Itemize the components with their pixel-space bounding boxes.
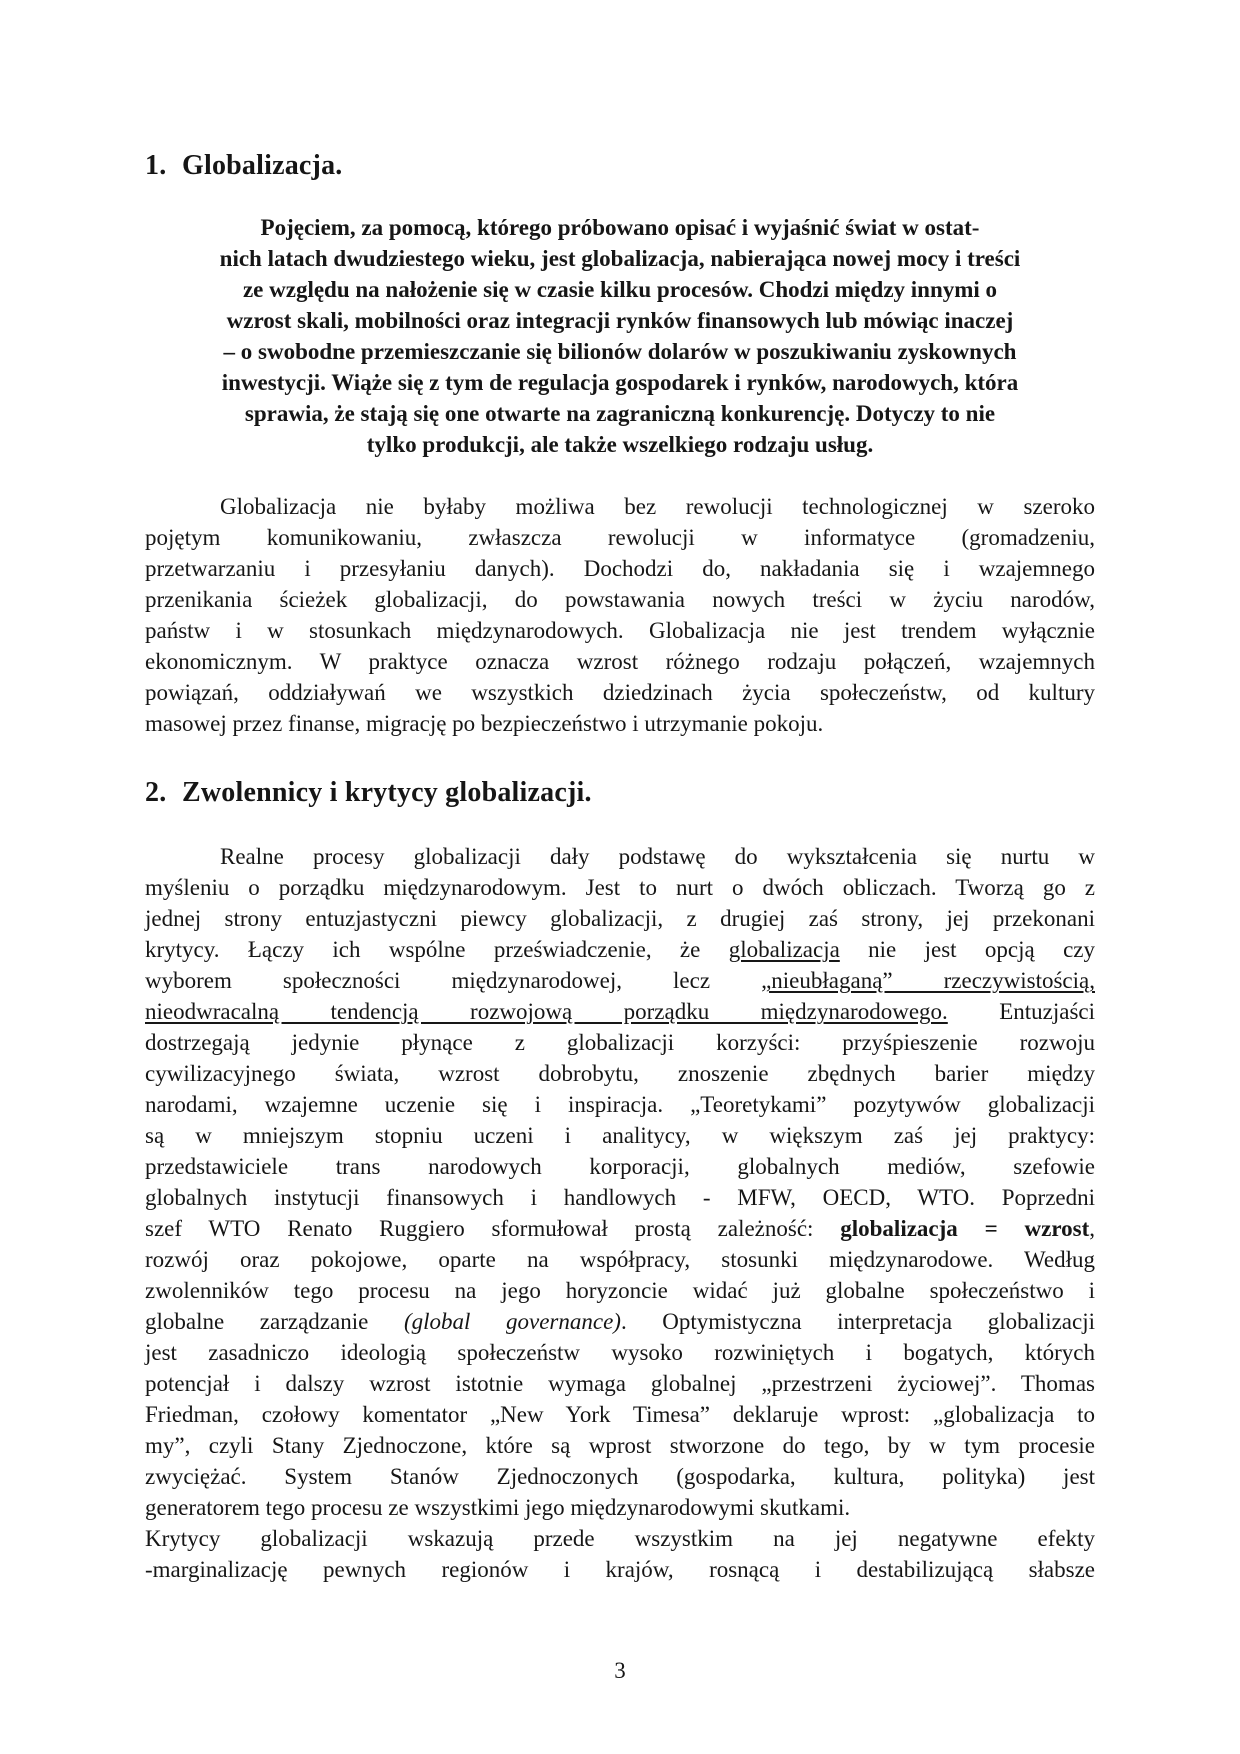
bold-text: globalizacja = wzrost — [840, 1216, 1090, 1241]
text-line: Krytycy globalizacji wskazują przede wszystkim na jej negatywne efekty — [145, 1526, 1095, 1551]
text-line: zwyciężać. System Stanów Zjednoczonych (gospodarka, kultura, polityka) jest — [145, 1464, 1095, 1489]
text-line: przedstawiciele trans narodowych korporacji, globalnych mediów, szefowie — [145, 1154, 1095, 1179]
paragraph — [145, 212, 1095, 460]
document-body — [145, 150, 1095, 1585]
page-number: 3 — [614, 1658, 626, 1683]
paragraph — [145, 491, 1095, 739]
text-line: zwolenników tego procesu na jego horyzoncie widać już globalne społeczeństwo i — [145, 1278, 1095, 1303]
text-line: cywilizacyjnego świata, wzrost dobrobytu, znoszenie zbędnych barier między — [145, 1061, 1095, 1086]
text-line: Friedman, czołowy komentator „New York Timesa” deklaruje wprost: „globalizacja to — [145, 1402, 1095, 1427]
text-line: ekonomicznym. W praktyce oznacza wzrost różnego rodzaju połączeń, wzajemnych — [145, 649, 1095, 674]
section-heading — [145, 150, 1095, 181]
text-line: państw i w stosunkach międzynarodowych. Globalizacja nie jest trendem wyłącznie — [145, 618, 1095, 643]
text-line: – o swobodne przemieszczanie się bilionów dolarów w poszukiwaniu zyskownych — [223, 339, 1017, 364]
text-line: masowej przez finanse, migrację po bezpieczeństwo i utrzymanie pokoju. — [145, 711, 824, 736]
text-line: Realne procesy globalizacji dały podstawę do wykształcenia się nurtu w — [145, 841, 1095, 872]
text-line: tylko produkcji, ale także wszelkiego rodzaju usług. — [366, 432, 874, 457]
text-line: globalnych instytucji finansowych i handlowych - MFW, OECD, WTO. Poprzedni — [145, 1185, 1095, 1210]
heading-number: 1. — [145, 150, 167, 181]
text-line: -marginalizację pewnych regionów i krajów, rosnącą i destabilizującą słabsze — [145, 1557, 1095, 1582]
text-line: wyborem społeczności międzynarodowej, lecz „nieubłaganą” rzeczywistością, — [145, 968, 1095, 993]
text-line: ze względu na nałożenie się w czasie kilku procesów. Chodzi między innymi o — [242, 277, 998, 302]
text-line: wzrost skali, mobilności oraz integracji rynków finansowych lub mówiąc inaczej — [226, 308, 1014, 333]
text-line: dostrzegają jedynie płynące z globalizacji korzyści: przyśpieszenie rozwoju — [145, 1030, 1095, 1055]
text-line: sprawia, że stają się one otwarte na zagraniczną konkurencję. Dotyczy to nie — [244, 401, 996, 426]
paragraph — [145, 1523, 1095, 1585]
heading-text: Globalizacja. — [182, 150, 343, 181]
text-line: narodami, wzajemne uczenie się i inspiracja. „Teoretykami” pozytywów globalizacji — [145, 1092, 1095, 1117]
text-line: jednej strony entuzjastyczni piewcy globalizacji, z drugiej zaś strony, jej przekonani — [145, 906, 1095, 931]
section-heading — [145, 777, 1095, 808]
text-line: są w mniejszym stopniu uczeni i analitycy, w większym zaś jej praktycy: — [145, 1123, 1095, 1148]
text-line: potencjał i dalszy wzrost istotnie wymaga globalnej „przestrzeni życiowej”. Thomas — [145, 1371, 1095, 1396]
text-line: jest zasadniczo ideologią społeczeństw wysoko rozwiniętych i bogatych, których — [145, 1340, 1095, 1365]
underlined-text: „nieubłaganą” rzeczywistością, — [761, 968, 1095, 993]
heading-text: Zwolennicy i krytycy globalizacji. — [182, 777, 592, 808]
text-line: inwestycji. Wiąże się z tym de regulacja gospodarek i rynków, narodowych, która — [221, 370, 1019, 395]
text-line: generatorem tego procesu ze wszystkimi jego międzynarodowymi skutkami. — [145, 1495, 851, 1520]
underlined-text: nieodwracalną tendencją rozwojową porządku międzynarodowego. — [145, 999, 948, 1024]
text-line: przenikania ścieżek globalizacji, do powstawania nowych treści w życiu narodów, — [145, 587, 1095, 612]
text-line: Globalizacja nie byłaby możliwa bez rewolucji technologicznej w szeroko — [145, 491, 1095, 522]
text-line: nieodwracalną tendencją rozwojową porządku międzynarodowego. Entuzjaści — [145, 999, 1095, 1024]
text-line: myśleniu o porządku międzynarodowym. Jest to nurt o dwóch obliczach. Tworzą go z — [145, 875, 1095, 900]
text-line: szef WTO Renato Ruggiero sformułował prostą zależność: globalizacja = wzrost, — [145, 1216, 1095, 1241]
text-line: rozwój oraz pokojowe, oparte na współpracy, stosunki międzynarodowe. Według — [145, 1247, 1095, 1272]
text-line: globalne zarządzanie (global governance). Optymistyczna interpretacja globalizacji — [145, 1309, 1095, 1334]
text-line: Pojęciem, za pomocą, którego próbowano opisać i wyjaśnić świat w ostat- — [260, 215, 980, 240]
paragraph — [145, 841, 1095, 1523]
first-line-indent — [145, 863, 220, 864]
text-line: krytycy. Łączy ich wspólne przeświadczenie, że globalizacja nie jest opcją czy — [145, 937, 1095, 962]
first-line-indent — [145, 513, 220, 514]
text-line: pojętym komunikowaniu, zwłaszcza rewolucji w informatyce (gromadzeniu, — [145, 525, 1095, 550]
underlined-text: globalizacja — [728, 937, 840, 962]
italic-text: (global governance) — [403, 1309, 621, 1334]
text-line: powiązań, oddziaływań we wszystkich dziedzinach życia społeczeństw, od kultury — [145, 680, 1095, 705]
text-line: my”, czyli Stany Zjednoczone, które są wprost stworzone do tego, by w tym procesie — [145, 1433, 1095, 1458]
heading-number: 2. — [145, 777, 167, 808]
text-line: przetwarzaniu i przesyłaniu danych). Dochodzi do, nakładania się i wzajemnego — [145, 556, 1095, 581]
text-line: nich latach dwudziestego wieku, jest globalizacja, nabierająca nowej mocy i treści — [219, 246, 1021, 271]
